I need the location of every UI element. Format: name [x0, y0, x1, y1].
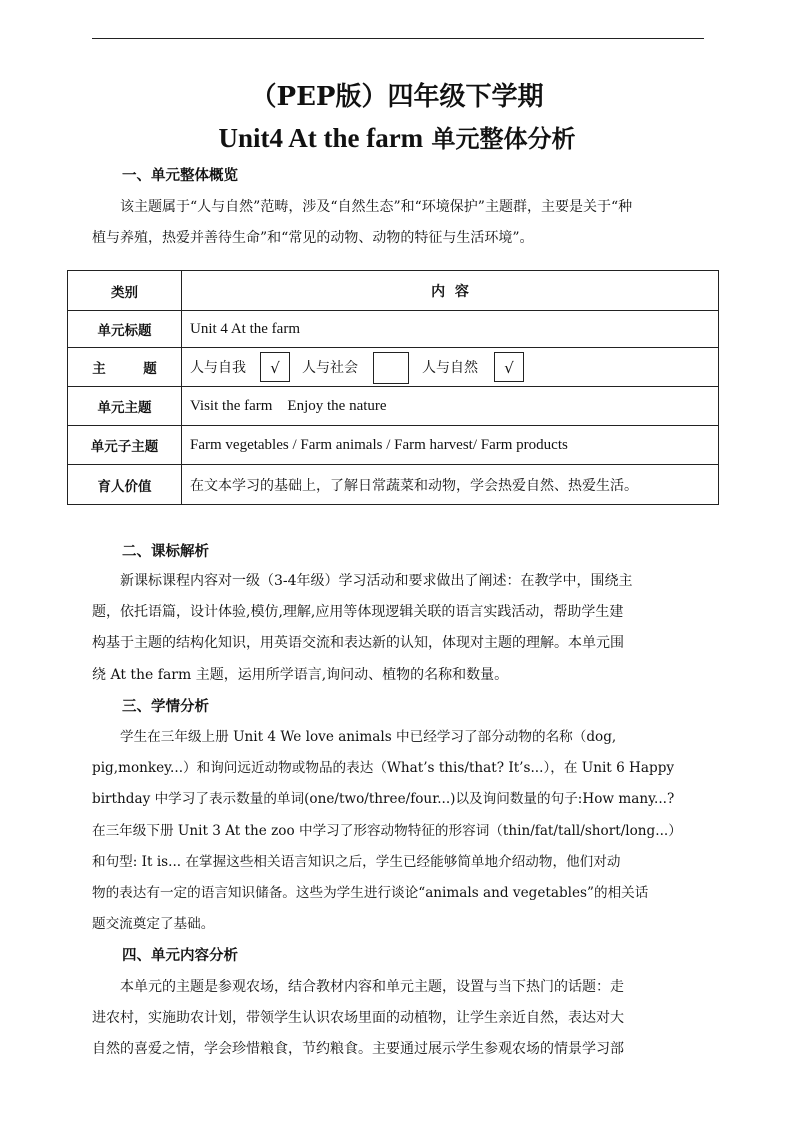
- section-4-heading: 四、单元内容分析: [122, 948, 238, 964]
- unit-topic-label: 单元主题: [68, 387, 182, 426]
- table-row: [68, 465, 719, 505]
- section-2-heading: 二、课标解析: [122, 544, 209, 560]
- value-edu-label: 育人价值: [68, 465, 182, 505]
- paragraph-line: 题交流奠定了基础。: [92, 916, 215, 933]
- table-row: [68, 426, 719, 465]
- paragraph-line: 在三年级下册 Unit 3 At the zoo 中学习了形容动物特征的形容词（thin/fat/tall/short/long...）: [92, 822, 682, 839]
- paragraph-line: birthday 中学习了表示数量的单词(one/two/three/four...)以及询问数量的句子:How many...?: [92, 791, 675, 808]
- theme-checkbox-self[interactable]: √: [260, 352, 290, 382]
- table-header-content: 内 容: [182, 271, 719, 311]
- table-row: [68, 387, 719, 426]
- paragraph-line: 题，依托语篇，设计体验,模仿,理解,应用等体现逻辑关联的语言实践活动，帮助学生建: [92, 604, 624, 621]
- paragraph-line: 学生在三年级上册 Unit 4 We love animals 中已经学习了部分动物的名称（dog,: [120, 729, 617, 745]
- value-edu-value: 在文本学习的基础上，了解日常蔬菜和动物，学会热爱自然、热爱生活。: [182, 465, 719, 505]
- paragraph-line: 新课标课程内容对一级（3-4年级）学习活动和要求做出了阐述：在教学中，围绕主: [120, 573, 633, 589]
- theme-options: [182, 348, 719, 387]
- paragraph-line: 该主题属于“人与自然”范畴，涉及“自然生态”和“环境保护”主题群，主要是关于“种: [120, 199, 633, 215]
- theme-checkbox-nature[interactable]: √: [494, 352, 524, 382]
- paragraph-line: 构基于主题的结构化知识，用英语交流和表达新的认知，体现对主题的理解。本单元围: [92, 635, 624, 652]
- unit-title-label: 单元标题: [68, 311, 182, 348]
- section-2-body: [92, 566, 704, 691]
- theme-option-society: 人与社会: [302, 360, 358, 376]
- table-row: [68, 348, 719, 387]
- doc-subtitle: [0, 121, 794, 156]
- paragraph-line: 植与养殖，热爱并善待生命”和“常见的动物、动物的特征与生活环境”。: [92, 230, 534, 247]
- unit-title-value: Unit 4 At the farm: [182, 311, 719, 348]
- section-3-heading: 三、学情分析: [122, 699, 209, 715]
- unit-topic-value: Visit the farm Enjoy the nature: [182, 387, 719, 426]
- unit-info-table: [67, 270, 719, 505]
- paragraph-line: pig,monkey...）和询问远近动物或物品的表达（What’s this/that? It’s...），在 Unit 6 Happy: [92, 760, 675, 777]
- paragraph-line: 本单元的主题是参观农场，结合教材内容和单元主题，设置与当下热门的话题：走: [120, 979, 624, 995]
- table-row: [68, 271, 719, 311]
- table-row: [68, 311, 719, 348]
- sub-topics-label: 单元子主题: [68, 426, 182, 465]
- subtitle-en: Unit4 At the farm: [218, 123, 424, 153]
- theme-label: 主 题: [68, 348, 182, 387]
- paragraph-line: 物的表达有一定的语言知识储备。这些为学生进行谈论“animals and vegetables”的相关话: [92, 885, 649, 902]
- doc-title: （PEP版）四年级下学期: [250, 82, 544, 112]
- paragraph-line: 进农村，实施助农计划，带领学生认识农场里面的动植物，让学生亲近自然，表达对大: [92, 1010, 624, 1027]
- paragraph-line: 和句型: It is... 在掌握这些相关语言知识之后，学生已经能够简单地介绍动物，他们对动: [92, 853, 621, 870]
- section-3-body: [92, 722, 704, 940]
- sub-topics-value: Farm vegetables / Farm animals / Farm harvest/ Farm products: [182, 426, 719, 465]
- subtitle-cn: 单元整体分析: [423, 125, 576, 153]
- section-4-body: [92, 972, 704, 1066]
- section-1-heading: 一、单元整体概览: [122, 168, 238, 184]
- section-1-body: [92, 192, 704, 254]
- theme-checkbox-society[interactable]: [373, 352, 409, 384]
- table-header-category: 类别: [68, 271, 182, 311]
- theme-option-self: 人与自我: [190, 360, 246, 376]
- paragraph-line: 自然的喜爱之情，学会珍惜粮食，节约粮食。主要通过展示学生参观农场的情景学习部: [92, 1041, 624, 1058]
- theme-option-nature: 人与自然: [422, 360, 478, 376]
- paragraph-line: 绕 At the farm 主题，运用所学语言,询问动、植物的名称和数量。: [92, 666, 509, 683]
- top-rule: [92, 38, 704, 39]
